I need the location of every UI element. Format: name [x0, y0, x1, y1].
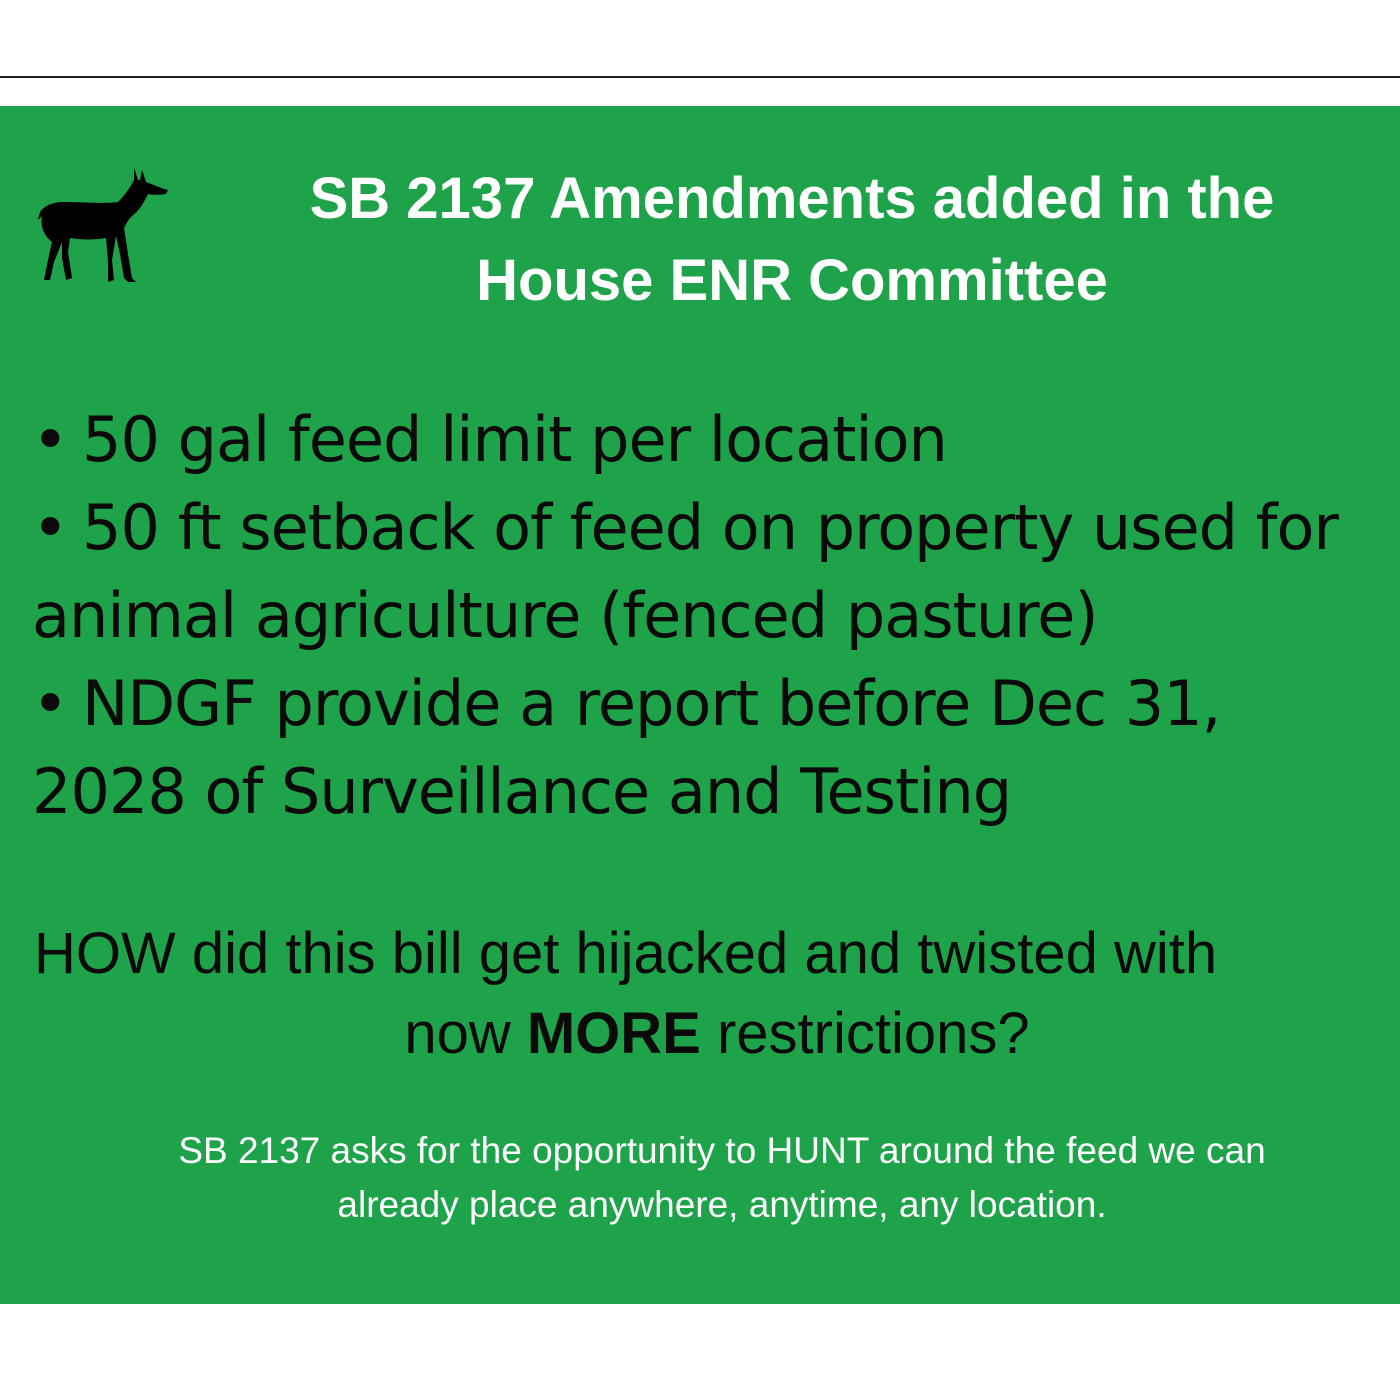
- bullet-mark: •: [32, 403, 68, 476]
- list-item: [32, 396, 1392, 484]
- question-suffix: restrictions?: [700, 1001, 1030, 1066]
- list-item-continuation: [32, 748, 1392, 836]
- footer-note: [40, 1124, 1400, 1232]
- question-emphasis: MORE: [526, 1001, 701, 1066]
- question-line-1: HOW did this bill get hijacked and twisted with: [34, 921, 1218, 986]
- bullet-mark: •: [32, 667, 68, 740]
- question-prefix: now: [404, 1001, 527, 1066]
- list-item-text: NDGF provide a report before Dec 31,: [82, 667, 1221, 740]
- amendment-list: [32, 396, 1392, 836]
- question-line-2: [34, 994, 1400, 1074]
- list-item-text: 50 ft setback of feed on property used for: [82, 491, 1338, 564]
- headline: [210, 158, 1374, 322]
- bullet-mark: •: [32, 491, 68, 564]
- green-panel: [0, 106, 1400, 1304]
- deer-silhouette-icon: [28, 162, 178, 286]
- list-item-text: 2028 of Surveillance and Testing: [32, 755, 1012, 828]
- headline-line-2: House ENR Committee: [476, 248, 1108, 313]
- list-item-continuation: [32, 572, 1392, 660]
- footer-note-line-2: already place anywhere, anytime, any location.: [337, 1184, 1107, 1225]
- list-item-text: animal agriculture (fenced pasture): [32, 579, 1098, 652]
- list-item: [32, 660, 1392, 748]
- question-text: [34, 914, 1400, 1074]
- list-item: [32, 484, 1392, 572]
- headline-line-1: SB 2137 Amendments added in the: [309, 166, 1275, 231]
- footer-note-line-1: SB 2137 asks for the opportunity to HUNT around the feed we can: [178, 1130, 1266, 1171]
- top-divider: [0, 76, 1400, 78]
- list-item-text: 50 gal feed limit per location: [82, 403, 947, 476]
